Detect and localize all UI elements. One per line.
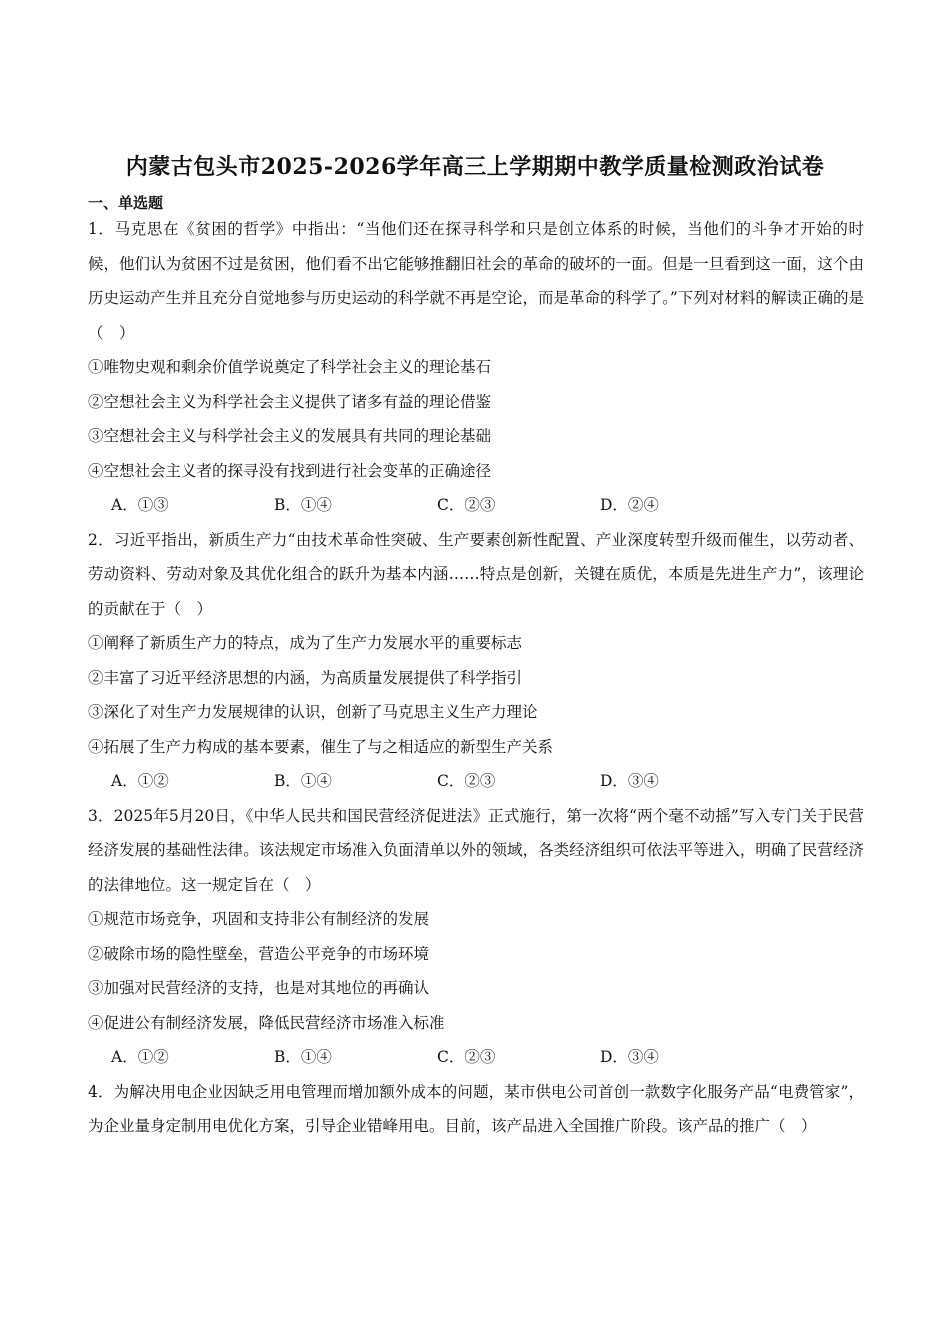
question-stem: 4．为解决用电企业因缺乏用电管理而增加额外成本的问题，某市供电公司首创一款数字化服务产品“电费管家”，为企业量身定制用电优化方案，引导企业错峰用电。目前，该产品进入全国推广阶段。该产品的推广（ ） [88, 1082, 864, 1135]
question-list [88, 212, 864, 1144]
statement-option: ①唯物史观和剩余价值学说奠定了科学社会主义的理论基石 [88, 358, 492, 376]
statement-option: ③深化了对生产力发展规律的认识，创新了马克思主义生产力理论 [88, 703, 538, 721]
question-2 [88, 523, 864, 799]
answer-choices [88, 764, 864, 799]
statement-option: ①规范市场竞争，巩固和支持非公有制经济的发展 [88, 910, 430, 928]
choice-c: C．②③ [437, 1048, 496, 1066]
choice-a: A．①② [111, 772, 169, 790]
statement-option: ②丰富了习近平经济思想的内涵，为高质量发展提供了科学指引 [88, 668, 523, 687]
choice-a: A．①③ [111, 496, 169, 514]
answer-choices [88, 488, 864, 523]
question-1 [88, 212, 864, 523]
question-stem: 3．2025年5月20日，《中华人民共和国民营经济促进法》正式施行，第一次将“两个毫不动摇”写入专门关于民营经济发展的基础性法律。该法规定市场准入负面清单以外的领域，各类经济组织可依法平等进入，明确了民营经济的法律地位。这一规定旨在（ ） [88, 806, 864, 894]
statement-option: ②破除市场的隐性壁垒，营造公平竞争的市场环境 [88, 944, 430, 963]
choice-d: D．③④ [600, 1048, 659, 1066]
statement-option: ④拓展了生产力构成的基本要素，催生了与之相适应的新型生产关系 [88, 737, 554, 756]
question-stem: 1．马克思在《贫困的哲学》中指出：“当他们还在探寻科学和只是创立体系的时候，当他们的斗争才开始的时候，他们认为贫困不过是贫困，他们看不出它能够推翻旧社会的革命的破坏的一面。但是一旦看到这一面，这个由历史运动产生并且充分自觉地参与历史运动的科学就不再是空论，而是革命的科学了。”下列对材料的解读正确的是（ ） [88, 220, 864, 342]
choice-b: B．①④ [274, 772, 332, 790]
choice-a: A．①② [111, 1048, 169, 1066]
section-heading: 一、单选题 [88, 194, 164, 212]
choice-c: C．②③ [437, 496, 496, 514]
question-3 [88, 799, 864, 1075]
statement-option: ②空想社会主义为科学社会主义提供了诸多有益的理论借鉴 [88, 392, 492, 411]
question-4 [88, 1075, 864, 1144]
statement-option: ③空想社会主义与科学社会主义的发展具有共同的理论基础 [88, 427, 492, 445]
statement-option: ③加强对民营经济的支持，也是对其地位的再确认 [88, 979, 430, 997]
choice-d: D．③④ [600, 772, 659, 790]
statement-option: ①阐释了新质生产力的特点，成为了生产力发展水平的重要标志 [88, 634, 523, 652]
question-stem: 2．习近平指出，新质生产力“由技术革命性突破、生产要素创新性配置、产业深度转型升级而催生，以劳动者、劳动资料、劳动对象及其优化组合的跃升为基本内涵……特点是创新，关键在质优，本质是先进生产力”，该理论的贡献在于（ ） [88, 530, 864, 618]
page-title: 内蒙古包头市2025-2026学年高三上学期期中教学质量检测政治试卷 [125, 154, 825, 180]
choice-d: D．②④ [600, 496, 659, 514]
statement-option: ④空想社会主义者的探寻没有找到进行社会变革的正确途径 [88, 461, 492, 480]
statement-option: ④促进公有制经济发展，降低民营经济市场准入标准 [88, 1013, 445, 1032]
choice-b: B．①④ [274, 496, 332, 514]
answer-choices [88, 1040, 864, 1075]
choice-b: B．①④ [274, 1048, 332, 1066]
choice-c: C．②③ [437, 772, 496, 790]
